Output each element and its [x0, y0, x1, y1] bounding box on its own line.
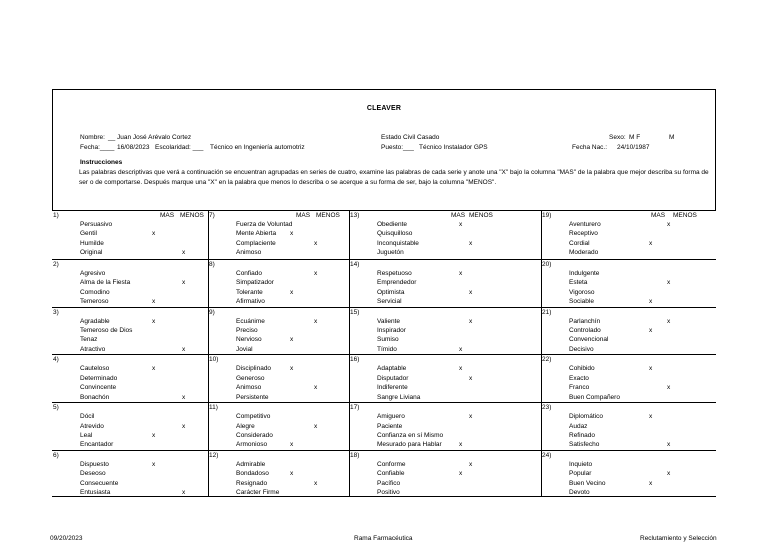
- descriptor-word: Diplomático: [569, 413, 603, 421]
- estado-civil-label: Estado Civil: [381, 134, 416, 141]
- descriptor-word: Sangre Liviana: [377, 393, 421, 401]
- word-group: [541, 307, 716, 355]
- group-number: 2): [53, 260, 59, 268]
- descriptor-word: Conforme: [377, 461, 406, 468]
- descriptor-word: Sociable: [569, 297, 594, 305]
- descriptor-word: Agradable: [80, 317, 110, 325]
- group-number: 16): [350, 356, 360, 364]
- descriptor-word: Servicial: [377, 297, 402, 305]
- descriptor-word: Bondadoso: [236, 470, 269, 478]
- descriptor-word: Moderado: [569, 249, 599, 257]
- descriptor-word: Encantador: [80, 441, 114, 449]
- mas-mark: x: [290, 470, 294, 478]
- instructions-text: Las palabras descriptivas que verá a continuación se encuentran agrupadas en series de cuatro, examine las palabras de cada serie y anote una "X" bajo la columna "MAS" de la palabra que mejor describa su forma de ser o de comportarse. Después marque una "X" en la palabra que menos lo describa o se acerque a su forma de ser, bajo la columna "MENOS".: [79, 169, 709, 186]
- mas-mark: x: [152, 431, 156, 439]
- mas-mark: x: [459, 441, 463, 449]
- group-number: 4): [53, 356, 59, 364]
- group-number: 9): [209, 308, 215, 316]
- group-number: 6): [53, 452, 59, 459]
- descriptor-word: Buen Vecino: [569, 479, 606, 487]
- descriptor-word: Inspirador: [377, 326, 406, 334]
- descriptor-word: Atractivo: [80, 345, 106, 353]
- header-box: [52, 89, 716, 210]
- descriptor-word: Comodino: [80, 288, 110, 296]
- menos-mark: x: [182, 393, 186, 401]
- descriptor-word: Parlanchín: [569, 317, 601, 325]
- group-number: 14): [350, 260, 360, 268]
- descriptor-word: Armonioso: [236, 441, 268, 449]
- word-group: [349, 211, 541, 259]
- descriptor-word: Generoso: [236, 374, 265, 382]
- document-title: CLEAVER: [366, 105, 402, 112]
- descriptor-word: Leal: [80, 431, 93, 439]
- descriptor-word: Convencional: [569, 336, 609, 344]
- menos-mark: x: [314, 384, 318, 392]
- menos-mark: x: [314, 239, 318, 247]
- descriptor-word: Refinado: [569, 431, 596, 439]
- descriptor-word: Deseoso: [80, 470, 106, 478]
- menos-mark: x: [667, 384, 671, 392]
- menos-mark: x: [469, 413, 473, 421]
- sexo-label: Sexo:: [609, 134, 626, 141]
- menos-mark: x: [469, 317, 473, 325]
- descriptor-word: Temeroso de Dios: [80, 326, 133, 334]
- descriptor-word: Temeroso: [80, 297, 109, 305]
- word-group: [208, 354, 349, 402]
- descriptor-word: Esteta: [569, 279, 588, 287]
- descriptor-word: Disciplinado: [236, 365, 272, 373]
- mas-mark: x: [152, 365, 156, 373]
- puesto-label: Puesto:___: [381, 144, 414, 151]
- word-group: [208, 307, 349, 355]
- descriptor-word: Paciente: [377, 422, 403, 430]
- group-number: 21): [542, 308, 552, 316]
- descriptor-word: Dócil: [80, 413, 95, 421]
- descriptor-word: Agresivo: [80, 269, 106, 277]
- mas-mark: x: [459, 470, 463, 478]
- descriptor-word: Buen Compañero: [569, 393, 620, 401]
- instructions-title: Instrucciones: [80, 159, 123, 166]
- menos-mark: x: [182, 279, 186, 287]
- mas-mark: x: [649, 479, 653, 487]
- escolaridad-value: Técnico en Ingeniería automotriz: [210, 144, 305, 151]
- fecha-nac-label: Fecha Nac.:: [572, 144, 608, 151]
- group-number: 24): [542, 452, 552, 459]
- descriptor-word: Disputador: [377, 374, 409, 382]
- mas-mark: x: [649, 413, 653, 421]
- group-number: 20): [542, 260, 552, 268]
- menos-mark: x: [314, 269, 318, 277]
- descriptor-word: Dispuesto: [80, 461, 109, 468]
- menos-mark: x: [667, 221, 671, 228]
- descriptor-word: Confiable: [377, 470, 405, 478]
- descriptor-word: Sumiso: [377, 336, 399, 344]
- descriptor-word: Juguetón: [377, 249, 404, 257]
- word-group: [208, 450, 349, 498]
- descriptor-word: Receptivo: [569, 230, 598, 238]
- descriptor-word: Complaciente: [236, 239, 276, 247]
- group-number: 22): [542, 356, 552, 364]
- group-number: 5): [53, 404, 59, 412]
- word-group: [541, 354, 716, 402]
- descriptor-word: Humilde: [80, 239, 104, 247]
- descriptor-word: Aventurero: [569, 221, 601, 228]
- descriptor-word: Devoto: [569, 489, 590, 497]
- word-group: [208, 259, 349, 307]
- descriptor-word: Amiguero: [377, 413, 405, 421]
- descriptor-word: Original: [80, 249, 103, 257]
- menos-mark: x: [182, 249, 186, 257]
- group-number: 3): [53, 308, 59, 316]
- fecha-label: Fecha:____: [80, 144, 115, 151]
- menos-header: MENOS: [180, 212, 204, 219]
- group-number: 7): [209, 212, 215, 219]
- menos-mark: x: [667, 317, 671, 325]
- descriptor-word: Gentil: [80, 230, 97, 238]
- nombre-value: __ Juan José Arévalo Cortez: [108, 134, 192, 141]
- descriptor-word: Valiente: [377, 317, 401, 325]
- descriptor-word: Confianza en sí Mismo: [377, 431, 444, 439]
- puesto-value: Técnico Instalador GPS: [419, 144, 488, 151]
- word-group: [52, 211, 208, 259]
- mas-mark: x: [152, 461, 156, 468]
- descriptor-word: Positivo: [377, 489, 400, 497]
- descriptor-word: Considerado: [236, 431, 273, 439]
- menos-mark: x: [667, 279, 671, 287]
- mas-mark: x: [459, 269, 463, 277]
- descriptor-word: Controlado: [569, 326, 601, 334]
- word-group: [349, 307, 541, 355]
- group-number: 13): [350, 212, 360, 219]
- descriptor-word: Indulgente: [569, 269, 600, 277]
- word-group: [349, 450, 541, 498]
- descriptor-word: Popular: [569, 470, 592, 478]
- escolaridad-label: Escolaridad: ___: [155, 144, 204, 151]
- descriptor-word: Persistente: [236, 393, 269, 401]
- menos-header: MENOS: [673, 212, 697, 219]
- fecha-value: 16/08/2023: [117, 144, 150, 151]
- descriptor-word: Cohibido: [569, 365, 595, 373]
- footer-center: Rama Farmacéutica: [354, 535, 413, 542]
- descriptor-word: Indiferente: [377, 384, 408, 392]
- mas-mark: x: [649, 365, 653, 373]
- menos-header: MENOS: [469, 212, 493, 219]
- mas-mark: x: [459, 345, 463, 353]
- descriptor-word: Nervioso: [236, 336, 262, 344]
- mas-mark: x: [152, 297, 156, 305]
- group-number: 12): [209, 452, 219, 459]
- menos-mark: x: [314, 317, 318, 325]
- descriptor-word: Preciso: [236, 326, 258, 334]
- word-group: [52, 402, 208, 450]
- menos-mark: x: [469, 288, 473, 296]
- menos-mark: x: [667, 470, 671, 478]
- mas-mark: x: [290, 365, 294, 373]
- descriptor-word: Vigoroso: [569, 288, 595, 296]
- mas-mark: x: [459, 221, 463, 228]
- descriptor-word: Atrevido: [80, 422, 104, 430]
- group-number: 1): [53, 212, 59, 219]
- menos-header: MENOS: [316, 212, 340, 219]
- mas-mark: x: [459, 365, 463, 373]
- descriptor-word: Alma de la Fiesta: [80, 279, 131, 287]
- mas-header: MAS: [451, 212, 466, 219]
- descriptor-word: Optimista: [377, 288, 405, 296]
- descriptor-word: Persuasivo: [80, 221, 113, 228]
- descriptor-word: Tenaz: [80, 336, 98, 344]
- group-number: 19): [542, 212, 552, 219]
- word-group: [541, 450, 716, 498]
- mas-mark: x: [649, 297, 653, 305]
- descriptor-word: Animoso: [236, 384, 262, 392]
- mas-mark: x: [152, 230, 156, 238]
- mas-mark: x: [290, 441, 294, 449]
- word-group: [52, 307, 208, 355]
- descriptor-word: Entusiasta: [80, 489, 111, 497]
- word-group: [541, 402, 716, 450]
- word-group: [208, 402, 349, 450]
- descriptor-word: Ecuánime: [236, 317, 265, 325]
- mas-header: MAS: [296, 212, 311, 219]
- descriptor-word: Franco: [569, 384, 590, 392]
- word-group: [349, 402, 541, 450]
- descriptor-word: Consecuente: [80, 479, 119, 487]
- word-group: [52, 259, 208, 307]
- descriptor-word: Mesurado para Hablar: [377, 441, 442, 449]
- descriptor-word: Convincente: [80, 384, 117, 392]
- descriptor-word: Adaptable: [377, 365, 407, 373]
- descriptor-word: Determinado: [80, 374, 118, 382]
- nombre-label: Nombre:: [80, 134, 105, 141]
- menos-mark: x: [469, 461, 473, 468]
- descriptor-word: Cauteloso: [80, 365, 110, 373]
- group-number: 11): [209, 404, 218, 412]
- menos-mark: x: [182, 489, 186, 497]
- sexo-value: M: [669, 134, 675, 141]
- descriptor-word: Tolerante: [236, 288, 263, 296]
- group-number: 8): [209, 260, 215, 268]
- menos-mark: x: [314, 422, 318, 430]
- mas-header: MAS: [160, 212, 175, 219]
- descriptor-word: Mente Abierta: [236, 230, 277, 238]
- mas-header: MAS: [651, 212, 666, 219]
- descriptor-word: Afirmativo: [236, 297, 265, 305]
- cleaver-grid: [52, 210, 716, 497]
- group-number: 17): [350, 404, 360, 412]
- word-group: [541, 211, 716, 259]
- descriptor-word: Audaz: [569, 422, 588, 430]
- descriptor-word: Animoso: [236, 249, 262, 257]
- descriptor-word: Bonachón: [80, 393, 110, 401]
- mas-mark: x: [290, 230, 294, 238]
- descriptor-word: Fuerza de Voluntad: [236, 221, 293, 228]
- descriptor-word: Inconquistable: [377, 239, 419, 247]
- group-number: 10): [209, 356, 219, 364]
- descriptor-word: Alegre: [236, 422, 255, 430]
- mas-mark: x: [290, 336, 294, 344]
- descriptor-word: Exacto: [569, 374, 589, 382]
- group-number: 15): [350, 308, 360, 316]
- descriptor-word: Quisquilloso: [377, 230, 413, 238]
- descriptor-word: Respetuoso: [377, 269, 412, 277]
- word-group: [349, 354, 541, 402]
- descriptor-word: Pacífico: [377, 479, 401, 487]
- descriptor-word: Satisfecho: [569, 441, 600, 449]
- descriptor-word: Competitivo: [236, 413, 271, 421]
- menos-mark: x: [469, 239, 473, 247]
- descriptor-word: Obediente: [377, 221, 407, 228]
- mas-mark: x: [152, 317, 156, 325]
- estado-civil-value: Casado: [417, 134, 440, 141]
- group-number: 23): [542, 404, 552, 412]
- descriptor-word: Carácter Firme: [236, 489, 280, 497]
- mas-mark: x: [649, 326, 653, 334]
- mas-mark: x: [290, 288, 294, 296]
- descriptor-word: Decisivo: [569, 345, 594, 353]
- descriptor-word: Admirable: [236, 461, 266, 468]
- descriptor-word: Resignado: [236, 479, 268, 487]
- descriptor-word: Tímido: [377, 345, 397, 353]
- word-group: [349, 259, 541, 307]
- menos-mark: x: [667, 441, 671, 449]
- word-group: [52, 354, 208, 402]
- fecha-nac-value: 24/10/1987: [617, 144, 650, 151]
- menos-mark: x: [469, 374, 473, 382]
- mas-mark: x: [649, 239, 653, 247]
- descriptor-word: Simpatizador: [236, 279, 274, 287]
- descriptor-word: Inquieto: [569, 461, 593, 468]
- word-group: [208, 211, 349, 259]
- menos-mark: x: [182, 422, 186, 430]
- footer-right: Reclutamiento y Selección: [640, 535, 717, 542]
- descriptor-word: Confiado: [236, 269, 263, 277]
- word-group: [52, 450, 208, 498]
- menos-mark: x: [182, 345, 186, 353]
- descriptor-word: Jovial: [236, 345, 253, 353]
- group-number: 18): [350, 452, 360, 459]
- footer-date: 09/20/2023: [50, 535, 83, 542]
- descriptor-word: Emprendedor: [377, 279, 417, 287]
- descriptor-word: Cordial: [569, 239, 590, 247]
- menos-mark: x: [314, 479, 318, 487]
- sexo-options: M F: [629, 134, 641, 141]
- word-group: [541, 259, 716, 307]
